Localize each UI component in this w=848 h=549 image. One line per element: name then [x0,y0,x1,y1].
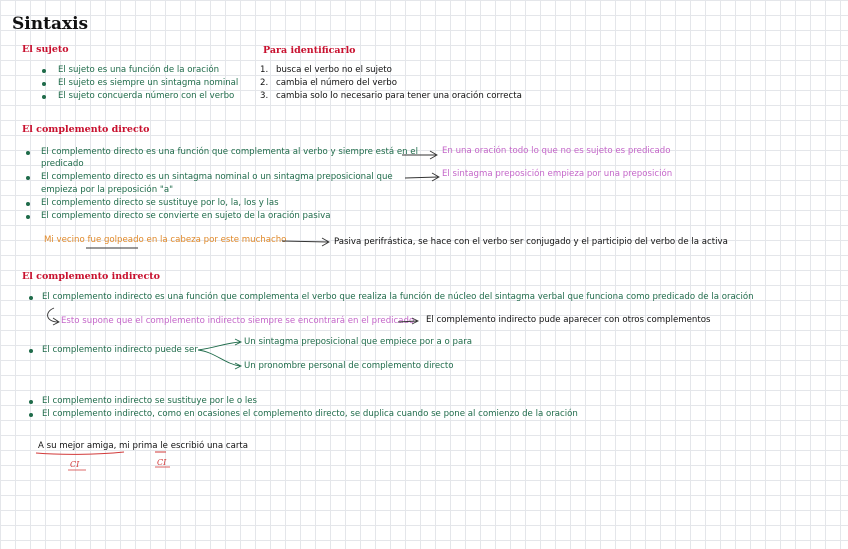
passive-note: Pasiva perifrástica, se hace con el verbo ser conjugado y el participio del verbo de la activa [334,237,728,247]
step-text: busca el verbo no el sujeto [276,65,392,75]
list-item: El sujeto es siempre un sintagma nominal [58,78,239,88]
section-heading-directo: El complemento directo [22,124,150,135]
example-part: en la cabeza por este muchacho [143,235,287,245]
step-text: cambia el número del verbo [276,78,397,88]
step-number: 1. [260,65,269,75]
arrow-icon [398,318,418,324]
example-part: escribió una carta [167,441,249,451]
ci-label: CI [70,460,80,469]
example-pronoun: le [160,441,168,451]
list-item-line: El complemento directo es una función que complementa al verbo y siempre está en el [41,147,418,157]
list-item: El complemento directo se convierte en sujeto de la oración pasiva [41,211,331,221]
example-indirect-object: A su mejor amiga [38,441,114,451]
annotation-note: En una oración todo lo que no es sujeto es predicado [442,146,671,156]
example-part: Mi vecino [44,235,88,245]
annotation-note: El sintagma preposición empieza por una preposición [442,169,673,179]
page-title: Sintaxis [12,14,89,34]
curved-arrow-icon [48,308,59,325]
ci-label: CI [157,458,167,467]
list-item-line: El complemento directo es un sintagma nominal o un sintagma preposicional que [41,172,393,182]
example-part: , mi prima [113,441,161,451]
section-heading-sujeto: El sujeto [22,44,69,55]
section-heading-indirecto: El complemento indirecto [22,271,160,282]
underline-mark [36,452,124,454]
branch-item: Un sintagma preposicional que empiece por a o para [244,337,473,347]
branch-item: Un pronombre personal de complemento directo [244,361,454,371]
list-item-line: predicado [41,159,84,169]
list-item: El complemento indirecto se sustituye por le o les [42,396,257,406]
step-text: cambia solo lo necesario para tener una oración correcta [276,91,522,101]
list-item: El complemento indirecto puede ser [42,345,198,355]
annotation-note: Esto supone que el complemento indirecto siempre se encontrará en el predicado [61,316,415,326]
annotation-note: El complemento indirecto pude aparecer con otros complementos [426,315,711,325]
list-item: El sujeto es una función de la oración [58,65,220,75]
list-item-line: empieza por la preposición "a" [41,185,174,195]
step-number: 3. [260,91,269,101]
step-number: 2. [260,78,269,88]
arrow-icon [405,173,439,181]
section-heading-identificar: Para identificarlo [263,45,356,56]
example-verb: fue golpeado [87,235,144,245]
branch-arrow-icon [198,339,241,369]
arrow-icon [282,238,329,246]
list-item: El complemento indirecto, como en ocasiones el complemento directo, se duplica cuando se pone al comienzo de la oración [42,409,578,419]
arrow-icon [402,151,437,159]
list-item: El complemento indirecto es una función que complementa el verbo que realiza la función de núcleo del sintagma verbal que funciona como predicado de la oración [42,292,754,302]
list-item: El complemento directo se sustituye por lo, la, los y las [41,198,279,208]
list-item: El sujeto concuerda número con el verbo [58,91,235,101]
